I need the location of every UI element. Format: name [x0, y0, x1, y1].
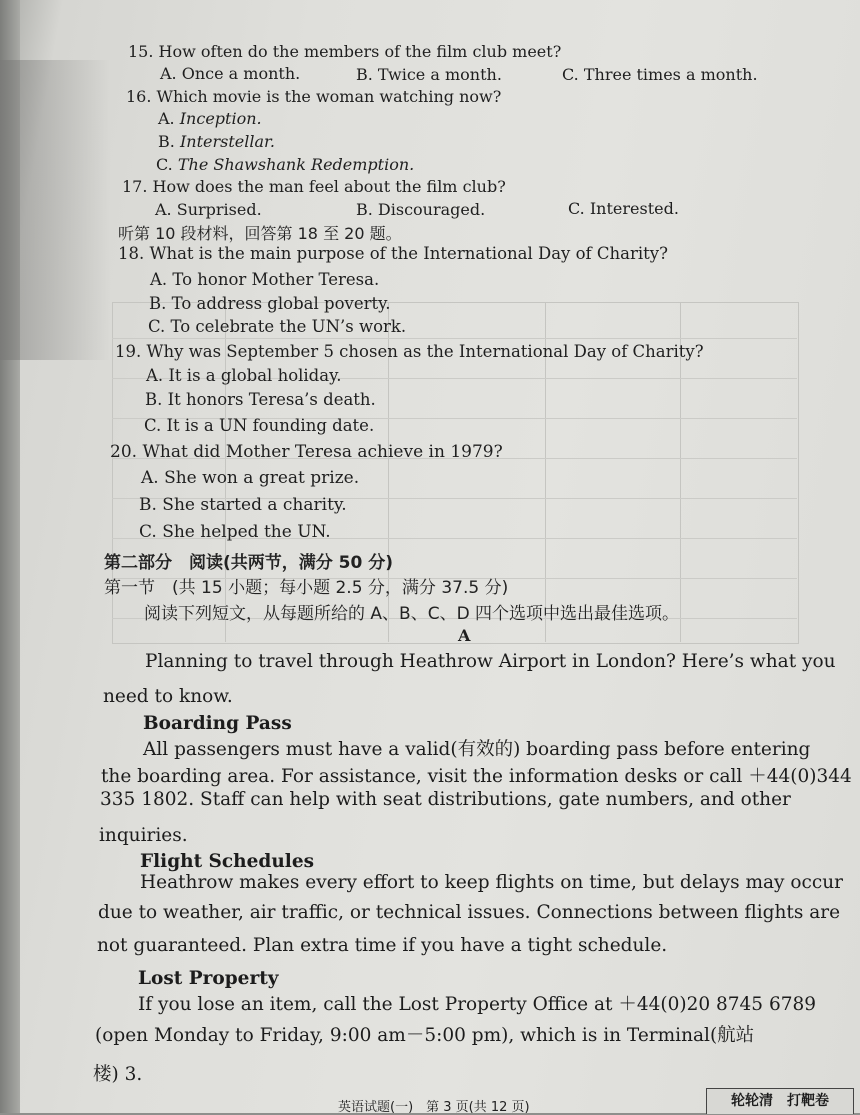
question-15-option-b: B. Twice a month. — [356, 65, 502, 84]
movie-title: The Shawshank Redemption. — [177, 155, 415, 174]
bleed-through-line — [112, 338, 797, 339]
question-20-option-b: B. She started a charity. — [139, 495, 347, 515]
question-18-option-b: B. To address global poverty. — [149, 294, 391, 313]
question-15-option-c: C. Three times a month. — [562, 65, 758, 84]
question-16-option-a — [158, 109, 262, 128]
option-letter: A. — [158, 109, 180, 128]
lost-line-1: If you lose an item, call the Lost Property Office at ＋44(0)20 8745 6789 — [138, 994, 817, 1015]
question-19-option-a: A. It is a global holiday. — [146, 366, 342, 385]
movie-title: Interstellar. — [179, 132, 275, 151]
question-19-option-b: B. It honors Teresa’s death. — [145, 390, 376, 409]
part-2-title: 第二部分 阅读(共两节，满分 50 分) — [104, 553, 394, 573]
question-18-option-c: C. To celebrate the UN’s work. — [148, 317, 407, 336]
heading-boarding-pass: Boarding Pass — [143, 713, 292, 734]
reading-instruction: 阅读下列短文，从每题所给的 A、B、C、D 四个选项中选出最佳选项。 — [144, 604, 680, 624]
page-footer: 英语试题(一) 第 3 页(共 12 页) — [338, 1100, 530, 1115]
option-letter: C. — [156, 155, 178, 174]
passage-label: A — [458, 626, 471, 645]
question-17-stem: 17. How does the man feel about the film club? — [122, 177, 506, 196]
flight-line-3: not guaranteed. Plan extra time if you have a tight schedule. — [97, 935, 668, 956]
passage-intro-line-2: need to know. — [103, 686, 233, 707]
question-17-option-c: C. Interested. — [568, 199, 679, 218]
boarding-line-3: 335 1802. Staff can help with seat distributions, gate numbers, and other — [100, 789, 791, 810]
question-20-option-c: C. She helped the UN. — [139, 522, 331, 542]
flight-line-1: Heathrow makes every effort to keep flights on time, but delays may occur — [140, 872, 843, 893]
boarding-line-4: inquiries. — [99, 825, 188, 846]
heading-lost-property: Lost Property — [138, 968, 279, 989]
section-1-title: 第一节 (共 15 小题；每小题 2.5 分，满分 37.5 分) — [104, 578, 509, 598]
passage-intro-line-1: Planning to travel through Heathrow Airport in London? Here’s what you — [145, 651, 836, 672]
heading-flight-schedules: Flight Schedules — [140, 851, 315, 872]
question-18-stem: 18. What is the main purpose of the International Day of Charity? — [118, 244, 668, 263]
question-17-option-a: A. Surprised. — [155, 200, 262, 219]
question-18-option-a: A. To honor Mother Teresa. — [150, 270, 380, 289]
question-19-option-c: C. It is a UN founding date. — [144, 416, 375, 435]
question-17-option-b: B. Discouraged. — [356, 200, 486, 219]
page-fold-shadow — [0, 60, 110, 360]
question-19-stem: 19. Why was September 5 chosen as the International Day of Charity? — [115, 342, 704, 361]
movie-title: Inception. — [179, 109, 262, 128]
question-15-option-a: A. Once a month. — [160, 64, 301, 83]
boarding-line-2: the boarding area. For assistance, visit the information desks or call ＋44(0)344 — [101, 766, 852, 787]
flight-line-2: due to weather, air traffic, or technical issues. Connections between flights are — [98, 902, 841, 923]
question-16-option-c — [156, 155, 414, 174]
question-20-stem: 20. What did Mother Teresa achieve in 1979? — [110, 442, 503, 462]
question-20-option-a: A. She won a great prize. — [141, 468, 360, 488]
lost-line-2: (open Monday to Friday, 9:00 am－5:00 pm), which is in Terminal(航站 — [95, 1025, 755, 1046]
question-15-stem: 15. How often do the members of the film club meet? — [128, 42, 562, 61]
question-16-option-b — [158, 132, 275, 151]
boarding-line-1: All passengers must have a valid(有效的) boarding pass before entering — [143, 739, 811, 760]
option-letter: B. — [158, 132, 180, 151]
question-16-stem: 16. Which movie is the woman watching now? — [126, 87, 502, 106]
exam-stamp: 轮轮清 打靶卷 — [706, 1088, 854, 1114]
listening-section-10-header: 听第 10 段材料，回答第 18 至 20 题。 — [118, 224, 402, 243]
lost-line-3: 楼) 3. — [93, 1064, 143, 1085]
